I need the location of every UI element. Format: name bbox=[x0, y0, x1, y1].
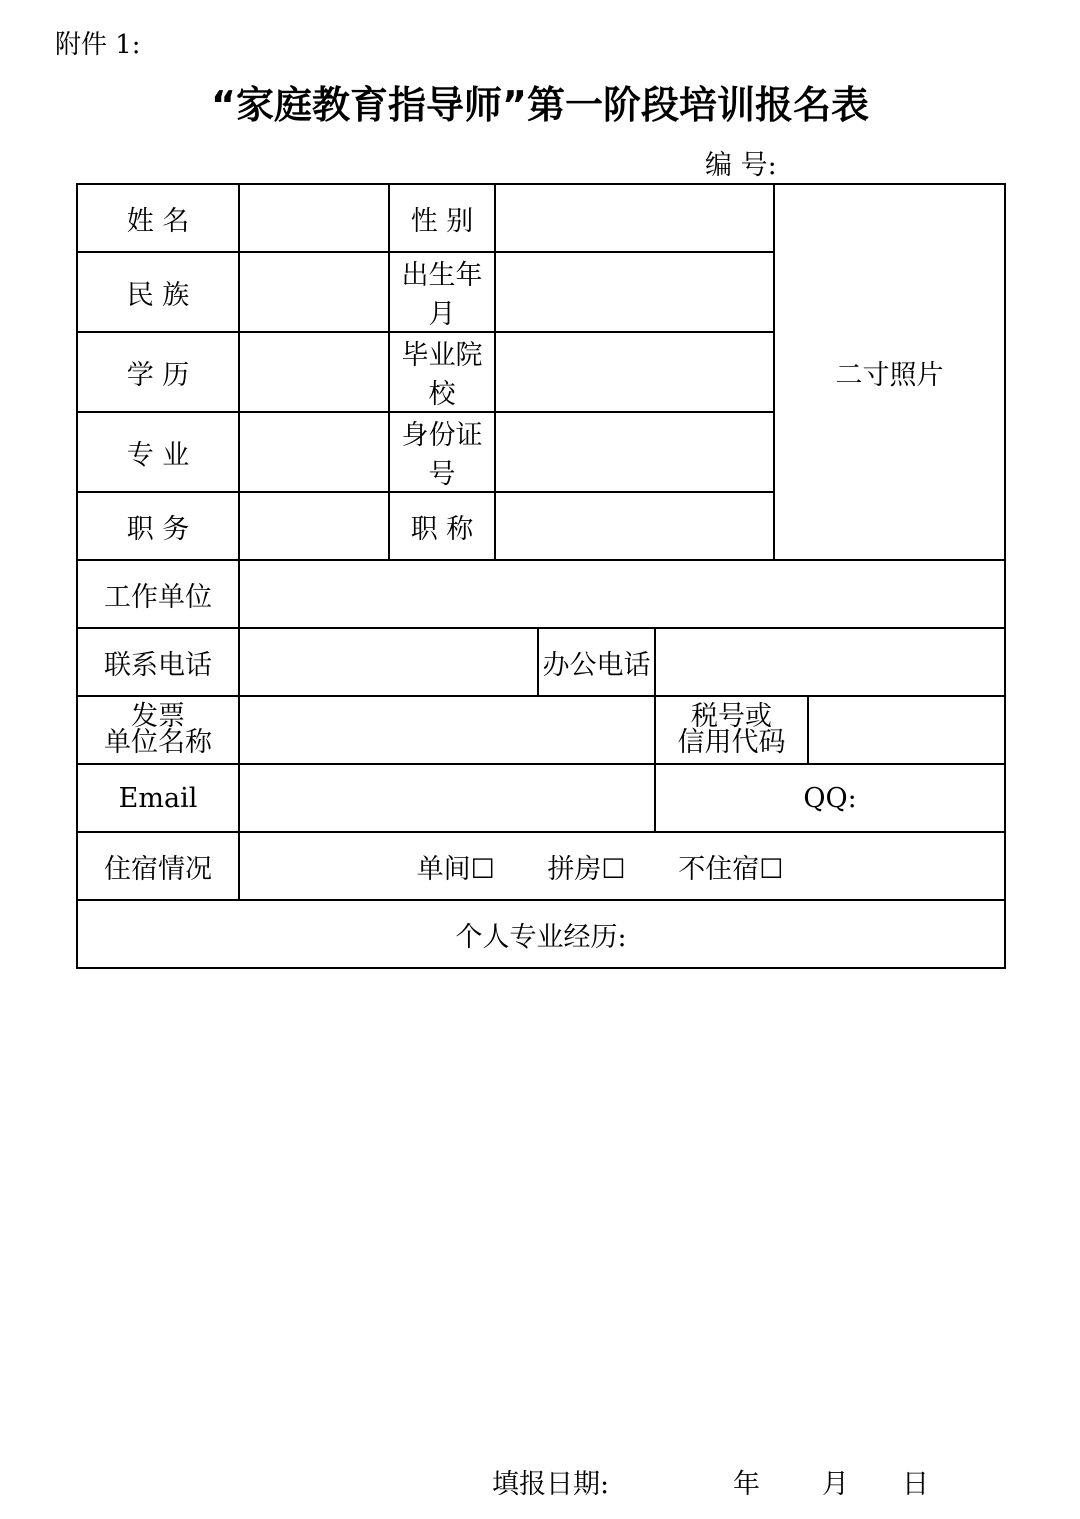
ethnicity-field[interactable] bbox=[239, 252, 389, 332]
school-label: 毕业院校 bbox=[389, 332, 495, 412]
page-title: “家庭教育指导师”第一阶段培训报名表 bbox=[211, 83, 869, 127]
ethnicity-label: 民 族 bbox=[77, 252, 239, 332]
major-field[interactable] bbox=[239, 412, 389, 492]
id-number-label: 身份证号 bbox=[389, 412, 495, 492]
school-field[interactable] bbox=[495, 332, 774, 412]
tax-label-line2: 信用代码 bbox=[677, 727, 786, 758]
name-field[interactable] bbox=[239, 184, 389, 252]
title-rank-field[interactable] bbox=[495, 492, 774, 560]
contact-phone-field[interactable] bbox=[239, 628, 538, 696]
invoice-label-line1: 发票 bbox=[131, 701, 185, 732]
qq-field[interactable]: QQ: bbox=[655, 764, 1005, 832]
tax-code-field[interactable] bbox=[808, 696, 1005, 764]
name-label: 姓 名 bbox=[77, 184, 239, 252]
lodging-label: 住宿情况 bbox=[77, 832, 239, 900]
email-label: Email bbox=[77, 764, 239, 832]
lodging-option-shared[interactable]: 拼房☐ bbox=[547, 853, 626, 885]
birth-field[interactable] bbox=[495, 252, 774, 332]
date-day-label: 日 bbox=[902, 1469, 929, 1500]
lodging-options bbox=[239, 832, 1005, 900]
gender-field[interactable] bbox=[495, 184, 774, 252]
invoice-label-line2: 单位名称 bbox=[104, 727, 212, 758]
position-field[interactable] bbox=[239, 492, 389, 560]
email-field[interactable] bbox=[239, 764, 655, 832]
id-number-field[interactable] bbox=[495, 412, 774, 492]
date-month-label: 月 bbox=[822, 1469, 849, 1500]
fill-date-label: 填报日期: bbox=[492, 1469, 610, 1500]
birth-label: 出生年月 bbox=[389, 252, 495, 332]
work-unit-field[interactable] bbox=[239, 560, 1005, 628]
work-unit-label: 工作单位 bbox=[77, 560, 239, 628]
tax-code-label bbox=[655, 696, 808, 764]
contact-phone-label: 联系电话 bbox=[77, 628, 239, 696]
lodging-option-single[interactable]: 单间☐ bbox=[416, 853, 495, 885]
invoice-unit-field[interactable] bbox=[239, 696, 655, 764]
lodging-option-none[interactable]: 不住宿☐ bbox=[678, 853, 784, 885]
position-label: 职 务 bbox=[77, 492, 239, 560]
photo-box[interactable]: 二寸照片 bbox=[774, 184, 1005, 560]
serial-number-label: 编 号: bbox=[705, 150, 777, 181]
experience-field[interactable] bbox=[77, 900, 1005, 968]
title-rank-label: 职 称 bbox=[389, 492, 495, 560]
education-field[interactable] bbox=[239, 332, 389, 412]
experience-label: 个人专业经历: bbox=[455, 921, 627, 953]
invoice-unit-label bbox=[77, 696, 239, 764]
office-phone-label: 办公电话 bbox=[538, 628, 655, 696]
gender-label: 性 别 bbox=[389, 184, 495, 252]
registration-form-table bbox=[76, 183, 1006, 969]
education-label: 学 历 bbox=[77, 332, 239, 412]
tax-label-line1: 税号或 bbox=[691, 701, 773, 732]
office-phone-field[interactable] bbox=[655, 628, 1005, 696]
date-year-label: 年 bbox=[733, 1469, 760, 1500]
major-label: 专 业 bbox=[77, 412, 239, 492]
attachment-label: 附件 1: bbox=[55, 30, 141, 60]
